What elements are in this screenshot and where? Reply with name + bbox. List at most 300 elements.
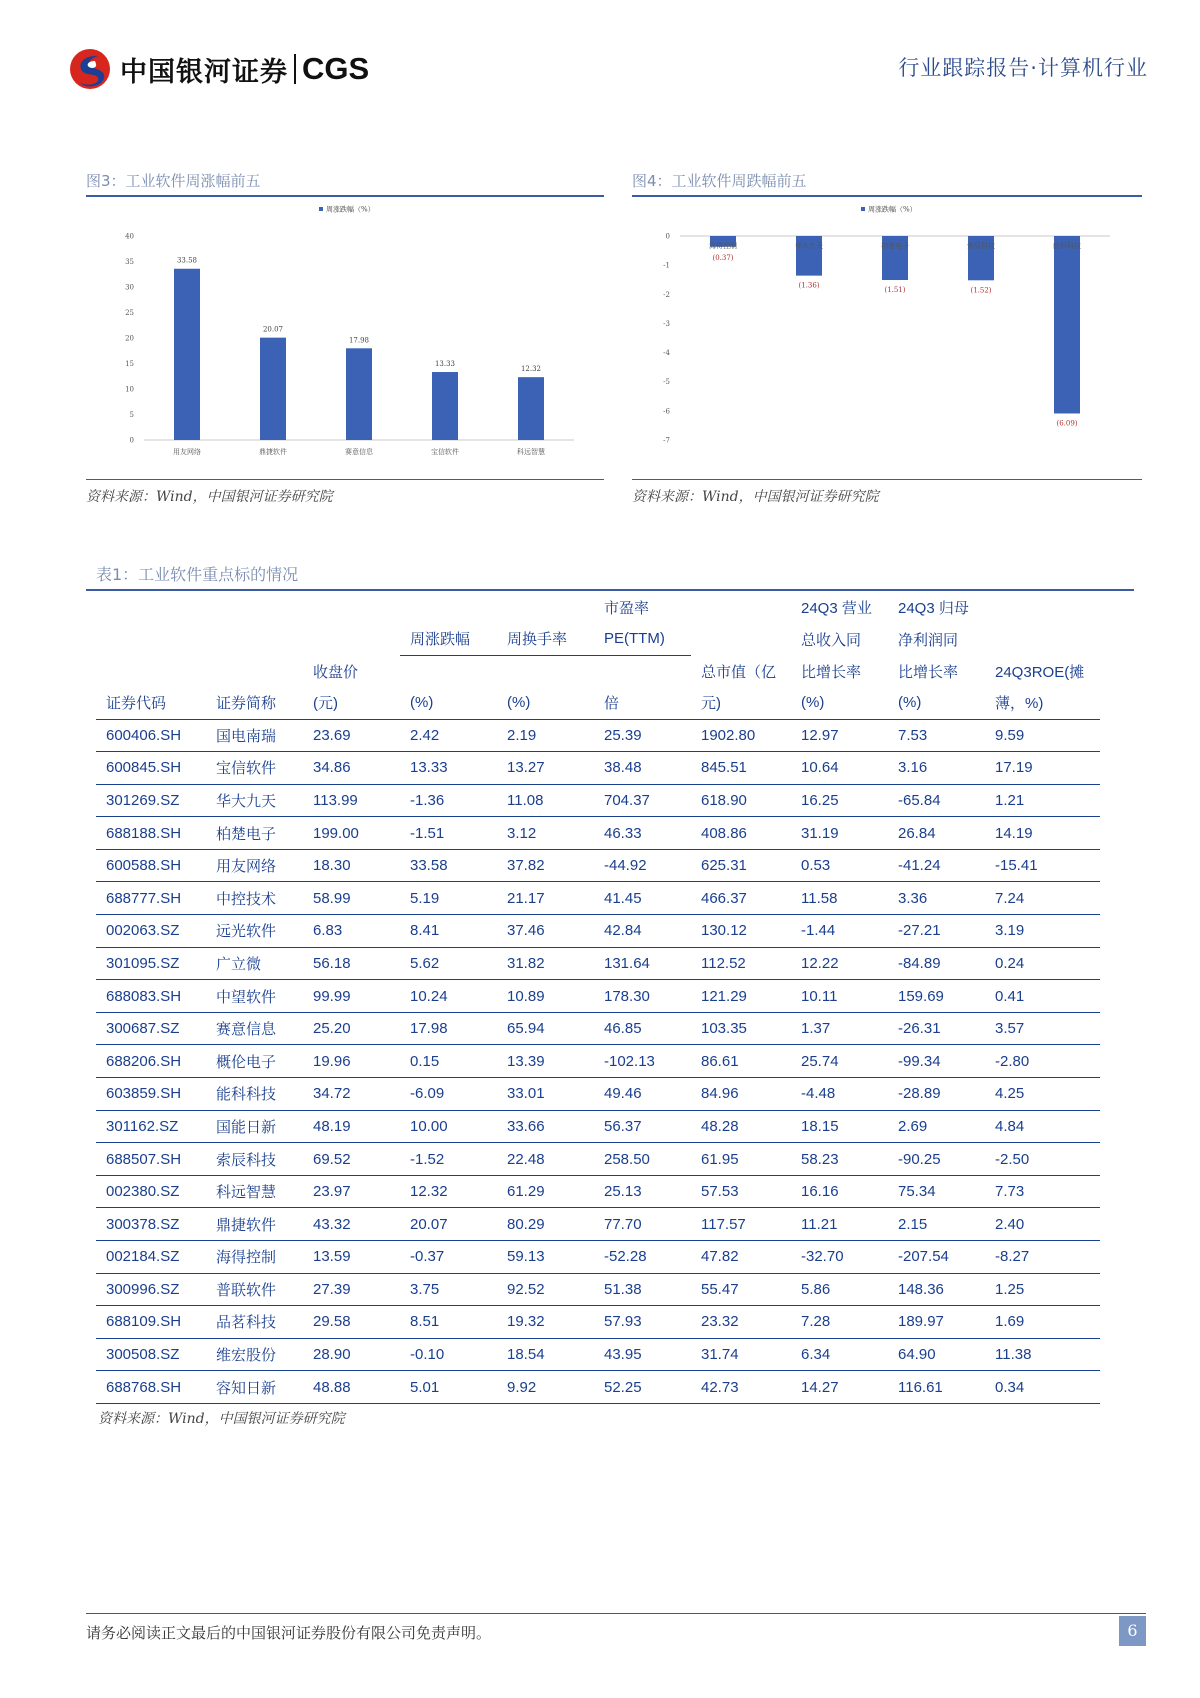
table-cell: 3.75 [400,1273,497,1306]
table-row [96,1012,1100,1045]
table-cell: 43.95 [594,1338,691,1371]
header-cell [691,623,791,655]
table-cell: 普联软件 [206,1273,303,1306]
header-cell: 周涨跌幅 [400,623,497,655]
header-cell: (%) [791,687,888,719]
y-tick-label: -2 [663,290,670,299]
header-cell: 倍 [594,687,691,719]
table-cell: 14.19 [985,817,1100,850]
table-row [96,719,1100,752]
table-cell: 11.58 [791,882,888,915]
figure-4-top-rule [632,195,1142,197]
table-cell: -1.36 [400,784,497,817]
table-cell: 25.20 [303,1012,400,1045]
table-cell: 1.37 [791,1012,888,1045]
header-row [96,687,1100,719]
footer-disclaimer: 请务必阅读正文最后的中国银河证券股份有限公司免责声明。 [86,1624,492,1642]
header-cell: 市盈率 [604,599,650,617]
table-cell: 199.00 [303,817,400,850]
table-cell: 80.29 [497,1208,594,1241]
header-cell: 收盘价 [313,663,359,681]
data-label: 33.58 [176,256,198,265]
data-label: (6.09) [1056,419,1078,428]
table-cell: 301269.SZ [96,784,206,817]
table-cell: 21.17 [497,882,594,915]
table-cell: 69.52 [303,1143,400,1176]
data-label: 17.98 [348,336,370,345]
bar [518,377,544,440]
table-cell: 25.13 [594,1175,691,1208]
table-cell: 57.53 [691,1175,791,1208]
table-cell: 宝信软件 [206,752,303,785]
table-1-title: 表1：工业软件重点标的情况 [96,565,299,584]
table-cell: 130.12 [691,915,791,948]
data-label: (0.37) [712,254,734,262]
y-tick-label: 35 [125,258,134,266]
table-cell: 国能日新 [206,1110,303,1143]
table-cell: 33.01 [497,1078,594,1111]
category-label: 科远智慧 [517,448,545,456]
table-cell: 178.30 [594,980,691,1013]
table-cell: 0.34 [985,1371,1100,1404]
table-cell: 37.46 [497,915,594,948]
table-row [96,1338,1100,1371]
table-cell: 55.47 [691,1273,791,1306]
table-cell: 3.16 [888,752,985,785]
table-cell: 2.42 [400,719,497,752]
table-cell: 能科科技 [206,1078,303,1111]
logo-separator [294,54,296,84]
table-cell: -4.48 [791,1078,888,1111]
table-cell: 18.15 [791,1110,888,1143]
y-tick-label: 5 [129,411,134,419]
table-cell: 618.90 [691,784,791,817]
table-cell: 广立微 [206,947,303,980]
figure-4-source: 资料来源：Wind，中国银河证券研究院 [632,489,879,505]
table-cell: 中望软件 [206,980,303,1013]
header-cell: 24Q3ROE(摊 [995,663,1085,681]
table-cell: 002184.SZ [96,1241,206,1274]
header-cell: (%) [497,687,594,719]
table-cell: 12.32 [400,1175,497,1208]
table-cell: 99.99 [303,980,400,1013]
table-cell: 1902.80 [691,719,791,752]
table-cell: -2.50 [985,1143,1100,1176]
table-cell: 23.69 [303,719,400,752]
table-cell: 12.22 [791,947,888,980]
table-cell: 17.19 [985,752,1100,785]
table-cell: -2.80 [985,1045,1100,1078]
table-row [96,1208,1100,1241]
bar [174,269,200,440]
table-cell: 688768.SH [96,1371,206,1404]
table-cell: 52.25 [594,1371,691,1404]
header-row [96,623,1100,655]
table-cell: 002380.SZ [96,1175,206,1208]
table-cell: 远光软件 [206,915,303,948]
table-cell: 33.66 [497,1110,594,1143]
table-cell: 31.82 [497,947,594,980]
table-cell: 23.32 [691,1306,791,1339]
table-cell: 12.97 [791,719,888,752]
table-cell: 16.25 [791,784,888,817]
table-cell: 索辰科技 [206,1143,303,1176]
table-cell: 华大九天 [206,784,303,817]
table-cell: 58.23 [791,1143,888,1176]
data-label: 12.32 [520,365,542,374]
table-cell: 2.69 [888,1110,985,1143]
table-cell: 300508.SZ [96,1338,206,1371]
table-cell: 10.11 [791,980,888,1013]
table-cell: 42.84 [594,915,691,948]
table-cell: 8.41 [400,915,497,948]
table-cell: 148.36 [888,1273,985,1306]
table-cell: -0.10 [400,1338,497,1371]
table-cell: 10.64 [791,752,888,785]
header-row [96,591,1100,623]
table-cell: -90.25 [888,1143,985,1176]
table-cell: 86.61 [691,1045,791,1078]
header-cell [96,655,206,687]
figure-4-chart [632,198,1142,476]
table-cell: 用友网络 [206,849,303,882]
table-cell: 48.28 [691,1110,791,1143]
header-cell: (元) [303,687,400,719]
data-label: 20.07 [262,325,284,334]
table-cell: 51.38 [594,1273,691,1306]
table-cell: 46.85 [594,1012,691,1045]
table-cell: 5.86 [791,1273,888,1306]
legend [319,205,375,214]
table-cell: 688188.SH [96,817,206,850]
table-cell: 13.33 [400,752,497,785]
category-label: 索辰科技 [967,242,995,250]
table-cell: 3.19 [985,915,1100,948]
table-cell: 58.99 [303,882,400,915]
table-cell: 容知日新 [206,1371,303,1404]
table-row [96,1306,1100,1339]
y-tick-label: 20 [125,334,134,343]
table-cell: -84.89 [888,947,985,980]
header-cell [594,655,691,687]
table-cell: 159.69 [888,980,985,1013]
table-cell: 8.51 [400,1306,497,1339]
data-label: (1.51) [884,286,906,295]
table-cell: 92.52 [497,1273,594,1306]
table-row [96,817,1100,850]
table-cell: 3.12 [497,817,594,850]
table-row [96,849,1100,882]
table-cell: -32.70 [791,1241,888,1274]
table-cell: 59.13 [497,1241,594,1274]
table-row [96,1045,1100,1078]
header-cell [985,623,1100,655]
table-cell: -52.28 [594,1241,691,1274]
table-cell: 41.45 [594,882,691,915]
table-cell: 688109.SH [96,1306,206,1339]
table-cell: 845.51 [691,752,791,785]
header-cell: 24Q3 归母 [898,599,969,617]
table-cell: -0.37 [400,1241,497,1274]
table-cell: 7.24 [985,882,1100,915]
header-cell: 证券代码 [96,687,206,719]
table-cell: 27.39 [303,1273,400,1306]
table-cell: 77.70 [594,1208,691,1241]
data-label: 13.33 [434,360,456,369]
table-cell: 2.15 [888,1208,985,1241]
logo-en-text: CGS [302,51,370,86]
legend-label: 周涨跌幅（%） [868,205,917,214]
table-cell: 258.50 [594,1143,691,1176]
header-cell: 比增长率 [898,663,959,681]
table-cell: 1.69 [985,1306,1100,1339]
table-cell: 688507.SH [96,1143,206,1176]
header-cell: 周换手率 [497,623,594,655]
table-cell: 5.01 [400,1371,497,1404]
header-cell: 24Q3 营业 [801,599,872,617]
table-cell: 0.41 [985,980,1100,1013]
header-cell: PE(TTM) [594,623,691,655]
table-cell: 688206.SH [96,1045,206,1078]
table-cell: -102.13 [594,1045,691,1078]
table-cell: -65.84 [888,784,985,817]
table-cell: 3.36 [888,882,985,915]
stock-table [96,591,1100,1404]
table-cell: 38.48 [594,752,691,785]
table-cell: 131.64 [594,947,691,980]
table-cell: 0.24 [985,947,1100,980]
table-cell: 2.19 [497,719,594,752]
table-cell: 鼎捷软件 [206,1208,303,1241]
table-cell: 84.96 [691,1078,791,1111]
y-tick-label: -1 [663,261,670,270]
y-tick-label: 30 [125,283,134,292]
data-label: (1.36) [798,281,820,290]
report-type: 行业跟踪报告·计算机行业 [898,56,1148,80]
table-cell: 688777.SH [96,882,206,915]
table-cell: 7.28 [791,1306,888,1339]
table-cell: 31.74 [691,1338,791,1371]
figure-3-title: 图3：工业软件周涨幅前五 [86,172,261,190]
table-cell: 13.27 [497,752,594,785]
bar [346,348,372,440]
table-cell: 56.37 [594,1110,691,1143]
table-cell: 概伦电子 [206,1045,303,1078]
table-cell: 301095.SZ [96,947,206,980]
y-tick-label: -6 [663,407,670,416]
y-tick-label: 40 [125,232,134,241]
table-cell: 4.84 [985,1110,1100,1143]
category-label: 宝信软件 [431,448,459,456]
header-cell: 净利润同 [898,631,959,649]
table-cell: 10.89 [497,980,594,1013]
y-tick-label: -7 [663,436,670,445]
table-cell: 0.15 [400,1045,497,1078]
table-cell: 56.18 [303,947,400,980]
table-cell: 柏楚电子 [206,817,303,850]
table-cell: 61.29 [497,1175,594,1208]
category-label: 鼎捷软件 [259,448,287,456]
table-cell: 408.86 [691,817,791,850]
category-label: 柏楚电子 [881,242,909,250]
header-cell [985,591,1100,623]
category-label: 海得控制 [709,242,737,250]
header-cell [206,655,303,687]
header-cell [206,591,303,623]
table-cell: 25.74 [791,1045,888,1078]
table-cell: 国电南瑞 [206,719,303,752]
figure-4-bottom-rule [632,479,1142,480]
table-cell: 34.86 [303,752,400,785]
table-cell: 112.52 [691,947,791,980]
header-cell [303,623,400,655]
table-cell: -15.41 [985,849,1100,882]
table-cell: 43.32 [303,1208,400,1241]
table-cell: 18.30 [303,849,400,882]
table-row [96,784,1100,817]
table-cell: 29.58 [303,1306,400,1339]
y-tick-label: -4 [663,349,670,358]
table-cell: -99.34 [888,1045,985,1078]
header-cell [96,591,206,623]
table-cell: 48.88 [303,1371,400,1404]
table-cell: 10.24 [400,980,497,1013]
table-cell: 300687.SZ [96,1012,206,1045]
table-cell: 5.19 [400,882,497,915]
table-source: 资料来源：Wind，中国银河证券研究院 [98,1411,345,1427]
bar [432,372,458,440]
table-row [96,980,1100,1013]
header-row [96,655,1100,687]
table-cell: 688083.SH [96,980,206,1013]
legend-label: 周涨跌幅（%） [326,205,375,214]
table-cell: -28.89 [888,1078,985,1111]
table-cell: 11.38 [985,1338,1100,1371]
table-cell: 189.97 [888,1306,985,1339]
table-cell: 9.92 [497,1371,594,1404]
table-cell: 赛意信息 [206,1012,303,1045]
table-cell: -8.27 [985,1241,1100,1274]
table-cell: -207.54 [888,1241,985,1274]
category-label: 赛意信息 [345,448,373,456]
header-cell: 总收入同 [801,631,862,649]
table-cell: 19.32 [497,1306,594,1339]
header-cell [303,591,400,623]
header-cell: 元) [691,687,791,719]
table-row [96,1110,1100,1143]
table-cell: 17.98 [400,1012,497,1045]
table-cell: 6.34 [791,1338,888,1371]
table-cell: 0.53 [791,849,888,882]
table-cell: 9.59 [985,719,1100,752]
figure-4-title: 图4：工业软件周跌幅前五 [632,172,807,190]
header-cell: 证券简称 [206,687,303,719]
figure-3-source: 资料来源：Wind，中国银河证券研究院 [86,489,333,505]
table-cell: 6.83 [303,915,400,948]
header-cell [691,591,791,623]
table-row [96,1078,1100,1111]
table-cell: 26.84 [888,817,985,850]
table-cell: 466.37 [691,882,791,915]
cgs-logo-icon [68,47,112,91]
table-cell: 10.00 [400,1110,497,1143]
table-cell: 11.21 [791,1208,888,1241]
table-cell: 49.46 [594,1078,691,1111]
table-cell: 42.73 [691,1371,791,1404]
header-cell [96,623,206,655]
table-cell: 002063.SZ [96,915,206,948]
table-cell: 25.39 [594,719,691,752]
table-cell: 5.62 [400,947,497,980]
table-cell: 31.19 [791,817,888,850]
table-cell: 300996.SZ [96,1273,206,1306]
table-row [96,1273,1100,1306]
table-cell: 11.08 [497,784,594,817]
header-cell: 总市值（亿 [701,663,777,681]
header-cell [400,655,497,687]
table-cell: -1.52 [400,1143,497,1176]
y-tick-label: 25 [125,309,134,317]
table-cell: 13.39 [497,1045,594,1078]
table-header [96,591,1100,719]
table-cell: 103.35 [691,1012,791,1045]
table-cell: 603859.SH [96,1078,206,1111]
table-cell: 18.54 [497,1338,594,1371]
table-cell: 7.73 [985,1175,1100,1208]
category-label: 华大九天 [795,242,823,250]
table-cell: 121.29 [691,980,791,1013]
table-row [96,947,1100,980]
table-cell: 61.95 [691,1143,791,1176]
header-cell: 比增长率 [801,663,862,681]
table-cell: 19.96 [303,1045,400,1078]
header-cell [400,591,497,623]
table-cell: -27.21 [888,915,985,948]
table-cell: 1.21 [985,784,1100,817]
data-label: (1.52) [970,286,992,295]
table-cell: 117.57 [691,1208,791,1241]
table-cell: 65.94 [497,1012,594,1045]
figure-3-svg [86,198,604,476]
table-row [96,1371,1100,1404]
table-row [96,1241,1100,1274]
table-cell: 14.27 [791,1371,888,1404]
table-cell: 34.72 [303,1078,400,1111]
table-cell: 625.31 [691,849,791,882]
table-cell: 3.57 [985,1012,1100,1045]
table-cell: 116.61 [888,1371,985,1404]
table-cell: 4.25 [985,1078,1100,1111]
figure-3-chart [86,198,604,476]
footer-rule [86,1613,1146,1614]
figure-4-svg [632,198,1142,476]
figure-3-top-rule [86,195,604,197]
table-cell: 300378.SZ [96,1208,206,1241]
table-cell: 2.40 [985,1208,1100,1241]
table-cell: 16.16 [791,1175,888,1208]
table-cell: 46.33 [594,817,691,850]
y-tick-label: -3 [663,319,670,328]
category-label: 能科科技 [1053,242,1081,250]
table-cell: 64.90 [888,1338,985,1371]
header-cell [206,623,303,655]
table-cell: 23.97 [303,1175,400,1208]
header-cell: (%) [400,687,497,719]
table-cell: -6.09 [400,1078,497,1111]
table-body [96,719,1100,1403]
table-cell: 75.34 [888,1175,985,1208]
table-row [96,882,1100,915]
